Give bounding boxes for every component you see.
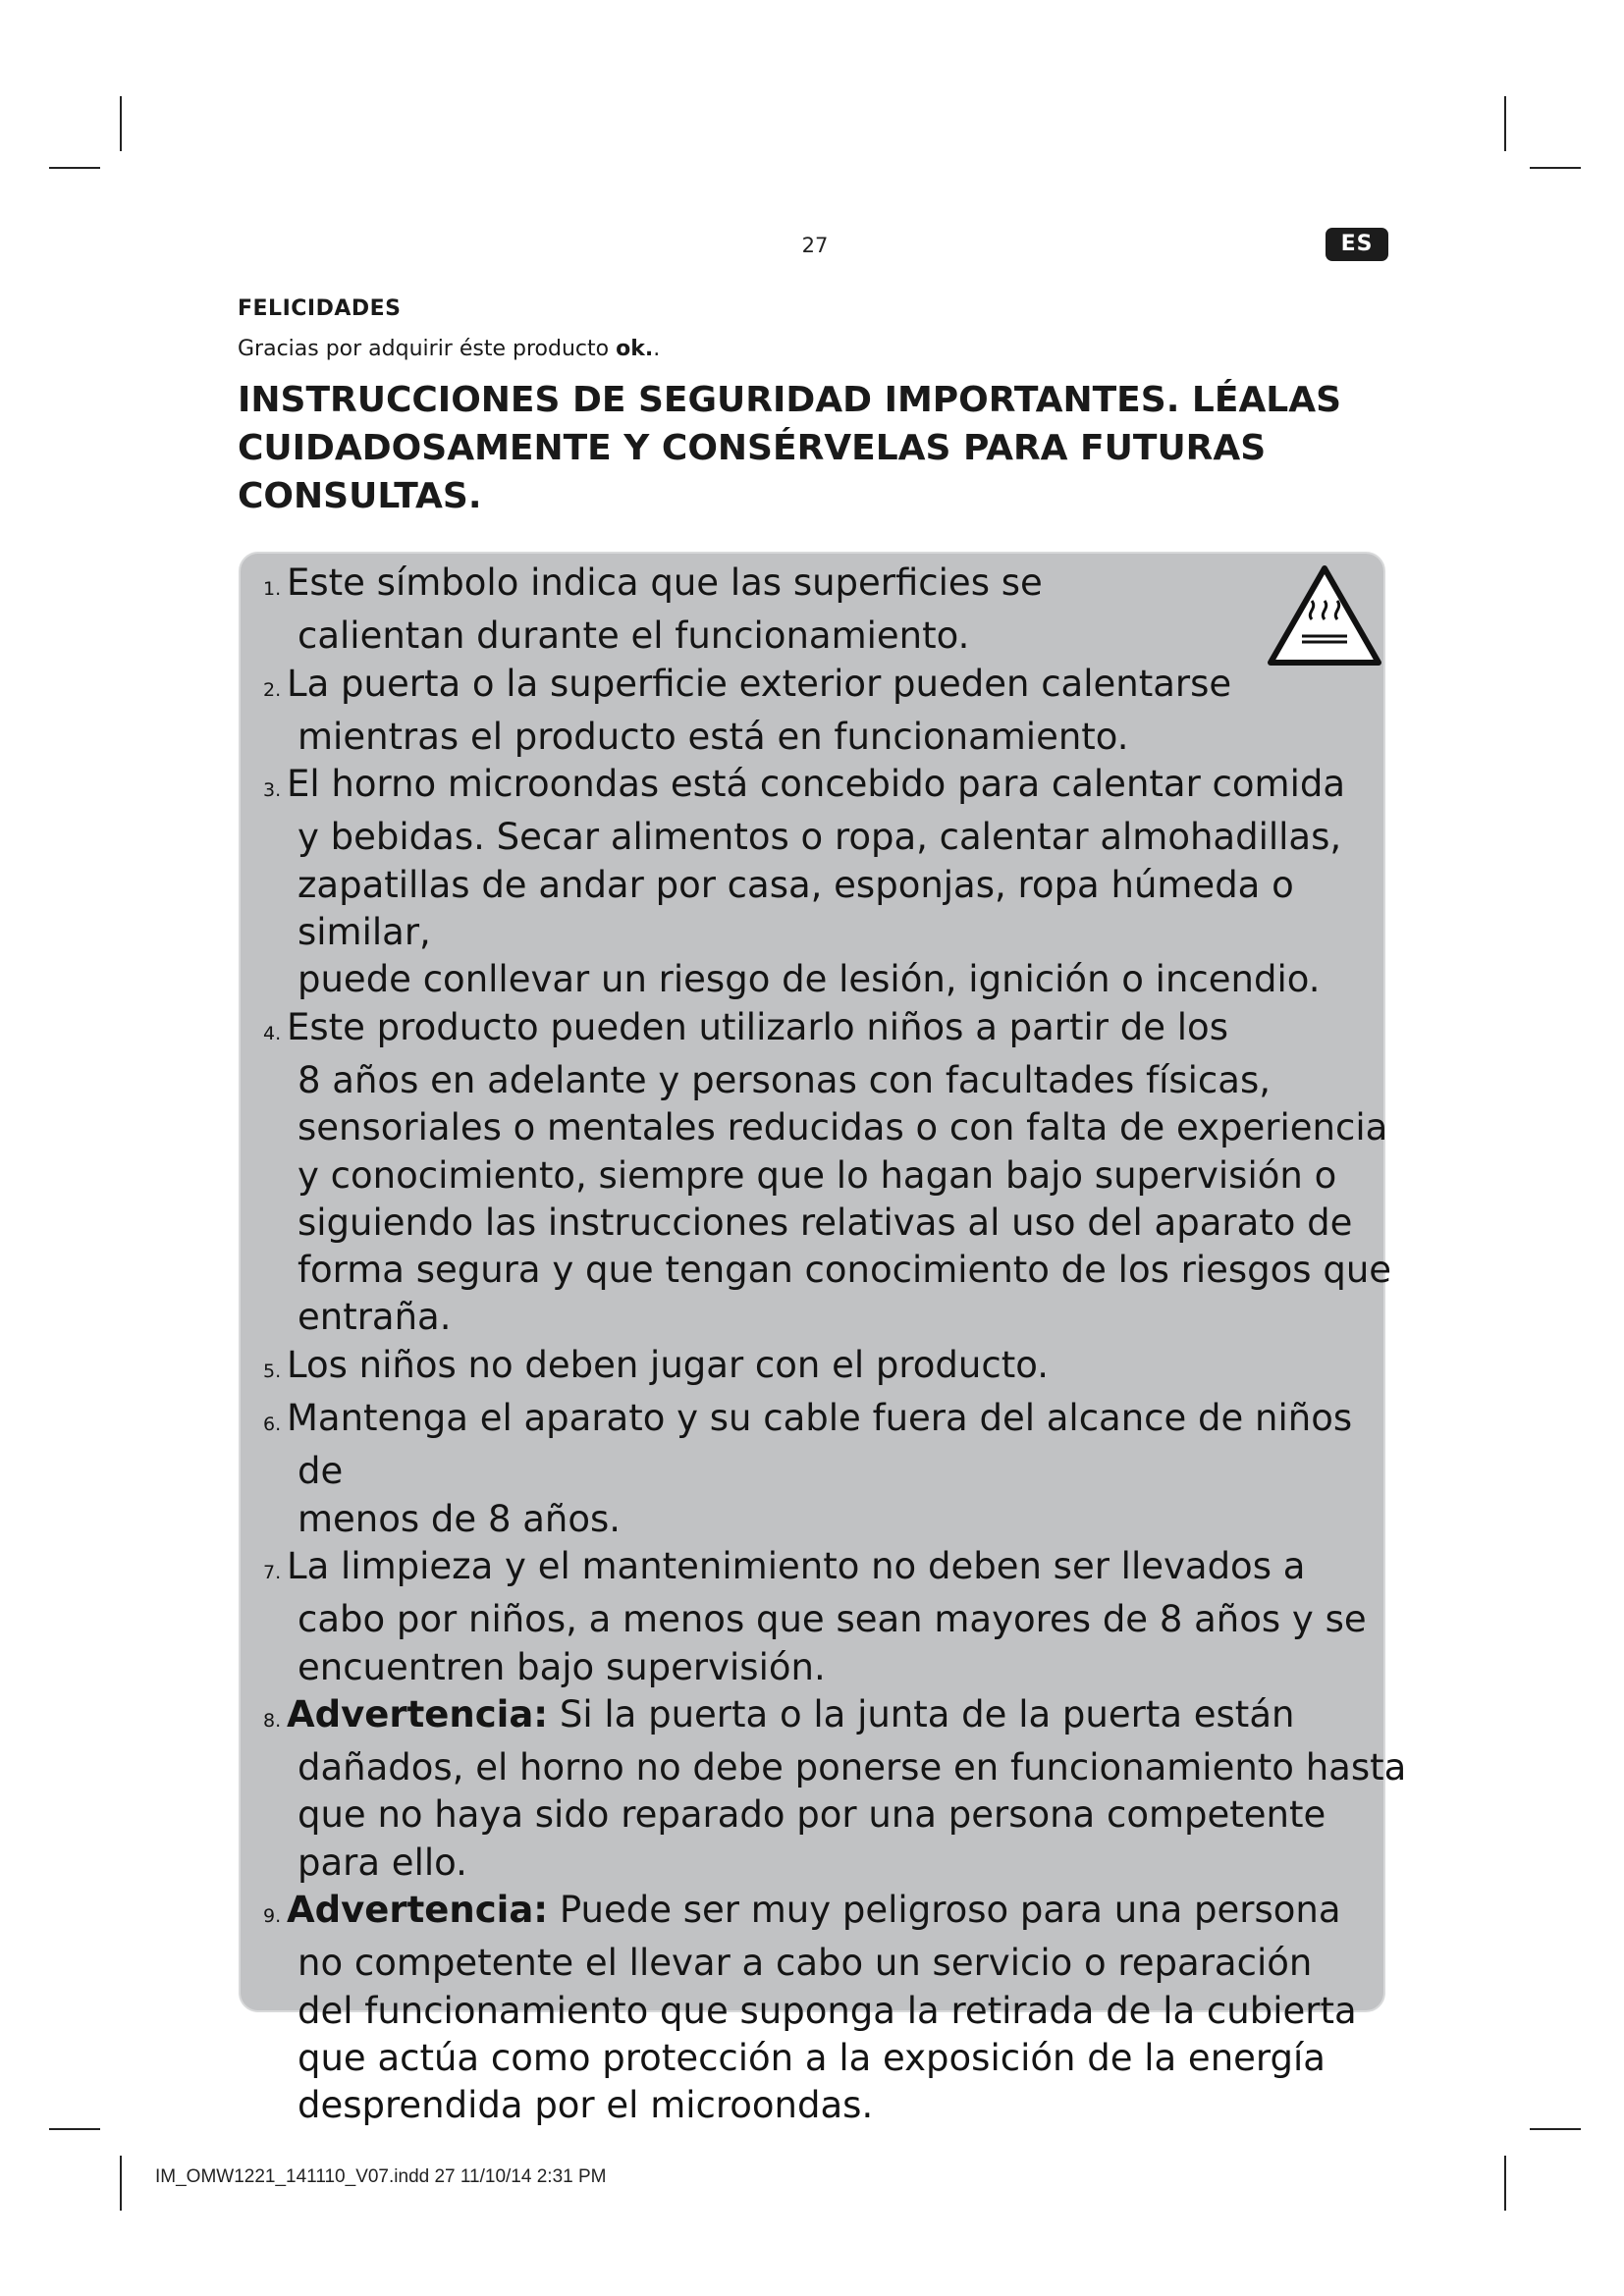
heading-line: CUIDADOSAMENTE Y CONSÉRVELAS PARA FUTURAS <box>238 428 1267 468</box>
crop-mark <box>49 167 100 169</box>
item-line: que no haya sido reparado por una persona competente <box>298 1793 1326 1837</box>
item-line: La limpieza y el mantenimiento no deben ser llevados a <box>287 1544 1306 1587</box>
print-file-info: IM_OMW1221_141110_V07.indd 27 11/10/14 2:31 PM <box>155 2166 607 2187</box>
list-item <box>239 1004 1407 1342</box>
list-item <box>239 1342 1407 1395</box>
item-line: del funcionamiento que suponga la retirada de la cubierta <box>298 1989 1357 2032</box>
item-line: Los niños no deben jugar con el producto. <box>287 1343 1049 1386</box>
item-line: no competente el llevar a cabo un servicio o reparación <box>298 1942 1313 1985</box>
item-number: 5. <box>263 1360 282 1382</box>
item-line: Mantenga el aparato y su cable fuera del alcance de niños de <box>287 1397 1353 1493</box>
language-badge: ES <box>1326 228 1388 261</box>
safety-list <box>239 560 1407 2130</box>
item-line: para ello. <box>298 1841 467 1884</box>
item-line: mientras el producto está en funcionamiento. <box>298 715 1129 758</box>
item-line: calientan durante el funcionamiento. <box>298 614 970 658</box>
item-line: y conocimiento, siempre que lo hagan bajo supervisión o <box>298 1153 1337 1197</box>
item-number: 7. <box>263 1561 282 1583</box>
page-number: 27 <box>801 234 829 257</box>
item-line: Este símbolo indica que las superficies se <box>287 561 1043 604</box>
crop-mark <box>49 2128 100 2130</box>
warning-label: Advertencia: <box>287 1889 549 1932</box>
crop-mark <box>1504 2156 1506 2211</box>
item-line: puede conllevar un riesgo de lesión, ignición o incendio. <box>298 958 1321 1001</box>
item-line: siguiendo las instrucciones relativas al uso del aparato de <box>298 1201 1353 1244</box>
item-number: 9. <box>263 1905 282 1928</box>
crop-mark <box>1504 96 1506 151</box>
item-line: encuentren bajo supervisión. <box>298 1645 826 1688</box>
item-line: menos de 8 años. <box>298 1497 622 1540</box>
heading-line: INSTRUCCIONES DE SEGURIDAD IMPORTANTES. LÉALAS <box>238 380 1342 420</box>
item-number: 6. <box>263 1414 282 1436</box>
item-line: El horno microondas está concebido para calentar comida <box>287 763 1346 806</box>
item-line: zapatillas de andar por casa, esponjas, ropa húmeda o similar, <box>298 863 1294 954</box>
list-item <box>239 761 1407 1003</box>
item-line: forma segura y que tengan conocimiento de los riesgos que <box>298 1249 1392 1292</box>
item-line: desprendida por el microondas. <box>298 2084 874 2127</box>
item-line: que actúa como protección a la exposición de la energía <box>298 2036 1326 2079</box>
item-line: entraña. <box>298 1296 452 1339</box>
list-item <box>239 1395 1407 1543</box>
list-item <box>239 1887 1407 2129</box>
crop-mark <box>120 96 122 151</box>
crop-mark <box>1530 167 1581 169</box>
list-item <box>239 661 1407 762</box>
item-line: dañados, el horno no debe ponerse en funcionamiento hasta <box>298 1746 1407 1789</box>
item-line: y bebidas. Secar alimentos o ropa, calentar almohadillas, <box>298 816 1342 859</box>
safety-instructions-heading <box>238 376 1396 520</box>
thanks-text-end: . <box>653 337 661 361</box>
brand-name: ok. <box>616 337 654 361</box>
list-item <box>239 1543 1407 1691</box>
warning-label: Advertencia: <box>287 1692 549 1735</box>
thanks-text <box>238 337 660 361</box>
list-item <box>239 1691 1407 1887</box>
heading-line: CONSULTAS. <box>238 476 482 516</box>
item-line: La puerta o la superficie exterior pueden calentarse <box>287 662 1232 705</box>
item-line: Si la puerta o la junta de la puerta están <box>548 1692 1295 1735</box>
item-line: cabo por niños, a menos que sean mayores de 8 años y se <box>298 1598 1367 1641</box>
item-number: 4. <box>263 1022 282 1044</box>
thanks-text-body: Gracias por adquirir éste producto <box>238 337 617 361</box>
item-line: sensoriales o mentales reducidas o con falta de experiencia <box>298 1106 1388 1149</box>
list-item <box>239 560 1407 661</box>
item-number: 2. <box>263 678 282 701</box>
crop-mark <box>1530 2128 1581 2130</box>
congratulations-heading: FELICIDADES <box>238 296 402 321</box>
item-line: Este producto pueden utilizarlo niños a partir de los <box>287 1005 1228 1048</box>
item-number: 8. <box>263 1709 282 1732</box>
item-line: Puede ser muy peligroso para una persona <box>548 1889 1341 1932</box>
item-number: 3. <box>263 779 282 802</box>
item-line: 8 años en adelante y personas con facultades físicas, <box>298 1058 1271 1101</box>
crop-mark <box>120 2156 122 2211</box>
item-number: 1. <box>263 578 282 600</box>
